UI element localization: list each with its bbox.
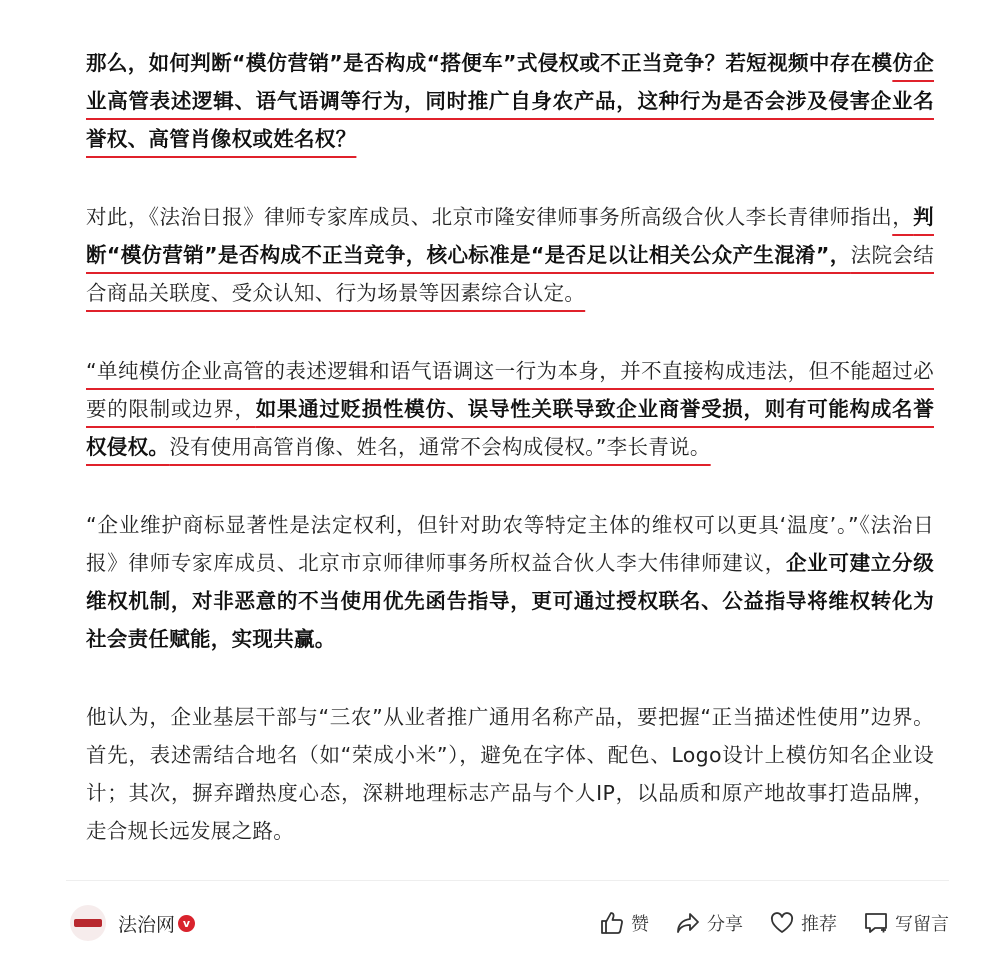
- source-logo[interactable]: [70, 905, 106, 941]
- p2-underlined: 法院会结合商品关联度、受众认知、行为场景等因素综合认定。: [86, 243, 934, 305]
- p1-bold-a: 那么，如何判断“模仿营销”是否构成“搭便车”式侵权或不正当竞争？若短视频中存在模: [86, 51, 893, 75]
- p2-text-a: 对此，《法治日报》律师专家库成员、北京市隆安律师事务所高级合伙人李长青律师指出: [86, 205, 893, 229]
- paragraph-5: 他认为，企业基层干部与“三农”从业者推广通用名称产品，要把握“正当描述性使用”边界。首先，表述需结合地名（如“荣成小米”），避免在字体、配色、Logo设计上模仿知名企业设计；其次，摒弃蹭热度心态，深耕地理标志产品与个人IP，以品质和原产地故事打造品牌，走合规长远发展之路。: [86, 705, 934, 843]
- comment-button[interactable]: [863, 910, 949, 936]
- paragraph-4: [86, 506, 934, 658]
- p4-text-a: “企业维护商标显著性是法定权利，但针对助农等特定主体的维权可以更具‘温度’。”《法治日报》律师专家库成员、北京市京师律师事务所权益合伙人李大伟律师建议，: [86, 513, 934, 575]
- like-label: 赞: [631, 914, 649, 935]
- footer-divider: [66, 880, 949, 881]
- recommend-button[interactable]: [769, 910, 837, 936]
- thumbs-up-icon: [599, 910, 625, 936]
- source-name[interactable]: 法治网: [118, 913, 176, 936]
- comment-icon: [863, 910, 889, 936]
- p3-bold: 如果通过贬损性模仿、误导性关联导致企业商誉受损，则有可能构成名誉权侵权。: [86, 397, 934, 459]
- logo-mark: [74, 919, 102, 927]
- p1-bold-underlined: 仿企业高管表述逻辑、语气语调等行为，同时推广自身农产品，这种行为是否会涉及侵害企业名誉权、高管肖像权或姓名权？: [86, 51, 935, 151]
- article-footer: [70, 900, 949, 946]
- share-button[interactable]: [675, 910, 743, 936]
- paragraph-1: [86, 44, 934, 158]
- p3-underlined-c: 没有使用高管肖像、姓名，通常不会构成侵权。”李长青说。: [169, 435, 711, 459]
- paragraph-3: [86, 352, 934, 466]
- p2-bold-underlined: 判断“模仿营销”是否构成不正当竞争，核心标准是“是否足以让相关公众产生混淆”，: [86, 205, 934, 267]
- like-button[interactable]: [599, 910, 649, 936]
- share-icon: [675, 910, 701, 936]
- heart-icon: [769, 910, 795, 936]
- comment-label: 写留言: [895, 914, 949, 935]
- p3-underlined-a: “单纯模仿企业高管的表述逻辑和语气语调这一行为本身，并不直接构成违法，但不能超过必要的限制或边界，: [86, 359, 934, 421]
- article-body: [86, 44, 934, 890]
- p2-comma: ，: [892, 205, 914, 229]
- recommend-label: 推荐: [801, 914, 837, 935]
- verified-badge-icon: v: [178, 915, 195, 932]
- p4-bold: 企业可建立分级维权机制，对非恶意的不当使用优先函告指导，更可通过授权联名、公益指导将维权转化为社会责任赋能，实现共赢。: [86, 551, 934, 651]
- paragraph-2: [86, 198, 934, 312]
- action-bar: [573, 910, 949, 936]
- share-label: 分享: [707, 914, 743, 935]
